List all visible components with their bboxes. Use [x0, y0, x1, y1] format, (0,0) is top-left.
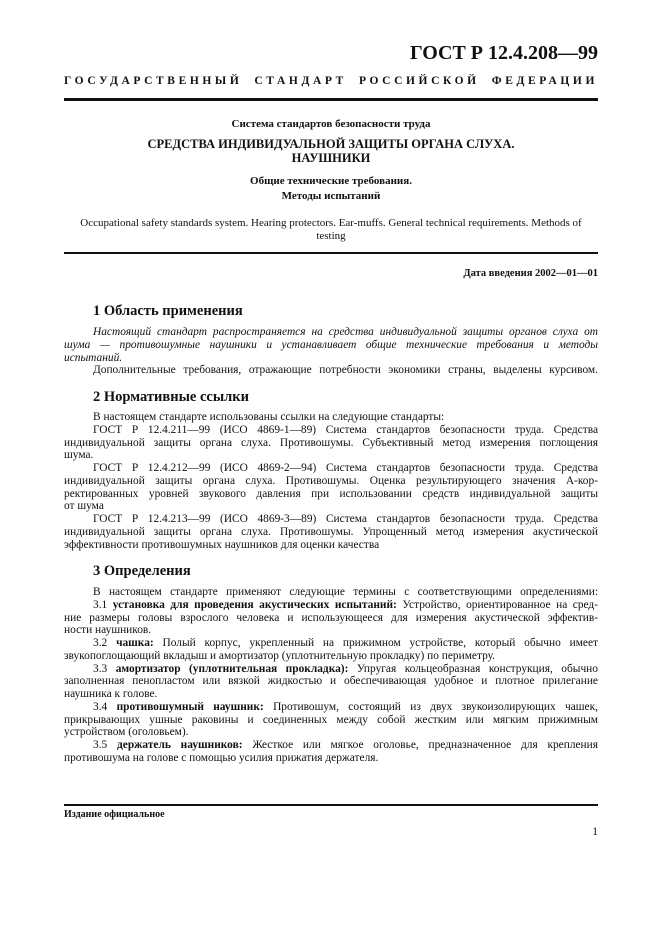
divider	[64, 252, 598, 254]
text-line: Настоящий стандарт распространяется на средства индивидуальной защиты органов слуха от	[93, 326, 598, 338]
definition-text: Жесткое или мягкое оголовье, предназначенное для крепления	[252, 739, 598, 751]
definition-3-3	[64, 663, 598, 676]
definition-3-1	[64, 599, 598, 612]
divider	[64, 98, 598, 101]
definition-term: амортизатор (уплотнительная прокладка):	[115, 662, 349, 675]
section-2-body	[64, 411, 598, 551]
definition-number: 3.2	[93, 637, 108, 649]
text-line: прикрывающих ушные раковины и соединенных между собой жестким или мягким прижимным	[64, 713, 598, 726]
text-line: Дополнительные требования, отражающие потребности экономики страны, выделены курсивом.	[93, 364, 598, 377]
definition-3-5	[64, 739, 598, 752]
text-line: ние размеры головы взрослого человека и использующееся для измерения акустической эффектив-	[64, 611, 598, 624]
section-1-heading: 1 Область применения	[93, 303, 243, 319]
text-line: звукопоглощающий вкладыш и амортизатор (уплотнительную прокладку) по периметру.	[64, 649, 496, 662]
definition-text: Полый корпус, укрепленный на прижимном устройстве, который обычно имеет	[162, 637, 599, 649]
definition-term: держатель наушников:	[117, 739, 243, 751]
definition-3-2	[64, 637, 598, 650]
definition-term: противошумный наушник:	[116, 700, 264, 713]
text-line: индивидуальной защиты органа слуха. Противошумы. Оценка результирующего значения А-кор-	[64, 474, 598, 487]
definition-text: Упругая кольцеобразная конструкция, обычно	[356, 662, 598, 675]
text-line: В настоящем стандарте использованы ссылки на следующие стандарты:	[93, 411, 445, 423]
document-title	[64, 137, 598, 165]
english-line: Occupational safety standards system. Hearing protectors. Ear-muffs. General technical requirements. Methods of	[80, 217, 582, 229]
text-line: шума — противошумные наушники и устанавливает общие технические требования и методы	[64, 338, 598, 351]
text-line: заполненная пенопластом или вязкой жидкостью и обеспечивающая удобное и плотное прилегание	[64, 675, 598, 688]
section-3-heading: 3 Определения	[93, 563, 191, 579]
text-line: эффективности противошумных наушников для оценки качества	[64, 538, 380, 551]
text-line: наушника к голове.	[64, 688, 158, 700]
footer-divider	[64, 804, 598, 806]
english-line: testing	[316, 230, 346, 242]
text-line: В настоящем стандарте применяют следующие термины с соответствующими определениями:	[93, 586, 598, 598]
title-line: СРЕДСТВА ИНДИВИДУАЛЬНОЙ ЗАЩИТЫ ОРГАНА СЛУХА.	[147, 137, 515, 151]
title-line: НАУШНИКИ	[291, 151, 371, 165]
effective-date: Дата введения 2002—01—01	[463, 268, 598, 279]
text-line: ГОСТ Р 12.4.212—99 (ИСО 4869-2—94) Система стандартов безопасности труда. Средства	[93, 462, 598, 474]
definition-number: 3.1	[93, 598, 108, 611]
federation-heading: ГОСУДАРСТВЕННЫЙ СТАНДАРТ РОССИЙСКОЙ ФЕДЕРАЦИИ	[64, 75, 598, 87]
standards-system: Система стандартов безопасности труда	[231, 118, 431, 130]
text-line: ности наушников.	[64, 624, 152, 637]
text-line: ректированных уровней звукового давления при использовании средств индивидуальной защиты	[64, 487, 598, 500]
page-number: 1	[592, 826, 598, 838]
definition-number: 3.3	[93, 662, 108, 675]
section-3-body	[64, 586, 598, 765]
definition-text: Противошум, состоящий из двух звукоизолирующих чашек,	[273, 700, 598, 713]
definition-3-4	[64, 701, 598, 714]
document-subtitle	[64, 174, 598, 203]
text-line: индивидуальной защиты органа слуха. Противошумы. Субъективный метод измерения поглощения	[64, 436, 598, 449]
definition-text: Устройство, ориентированное на сред-	[402, 598, 599, 611]
subtitle-line: Общие технические требования.	[250, 175, 412, 187]
text-line: ГОСТ Р 12.4.213—99 (ИСО 4869-3—89) Система стандартов безопасности труда. Средства	[93, 513, 598, 525]
document-number: ГОСТ Р 12.4.208—99	[409, 42, 598, 64]
section-1-body	[64, 326, 598, 377]
definition-term: чашка:	[116, 637, 154, 649]
subtitle-line: Методы испытаний	[281, 189, 381, 202]
definition-term: установка для проведения акустических испытаний:	[112, 598, 397, 611]
text-line: от шума	[64, 500, 104, 513]
definition-number: 3.5	[93, 739, 108, 751]
official-edition-label: Издание официальное	[64, 809, 165, 820]
text-line: ГОСТ Р 12.4.211—99 (ИСО 4869-1—89) Система стандартов безопасности труда. Средства	[93, 423, 598, 436]
text-line: испытаний.	[64, 351, 123, 364]
section-2-heading: 2 Нормативные ссылки	[93, 389, 249, 405]
definition-number: 3.4	[93, 700, 108, 713]
text-line: устройством (оголовьем).	[64, 726, 189, 739]
text-line: индивидуальной защиты органа слуха. Противошумы. Упрощенный метод измерения акустической	[64, 525, 598, 538]
text-line: противошума на голове с помощью усилия прижатия держателя.	[64, 751, 379, 764]
text-line: шума.	[64, 449, 94, 462]
english-title	[64, 217, 598, 243]
